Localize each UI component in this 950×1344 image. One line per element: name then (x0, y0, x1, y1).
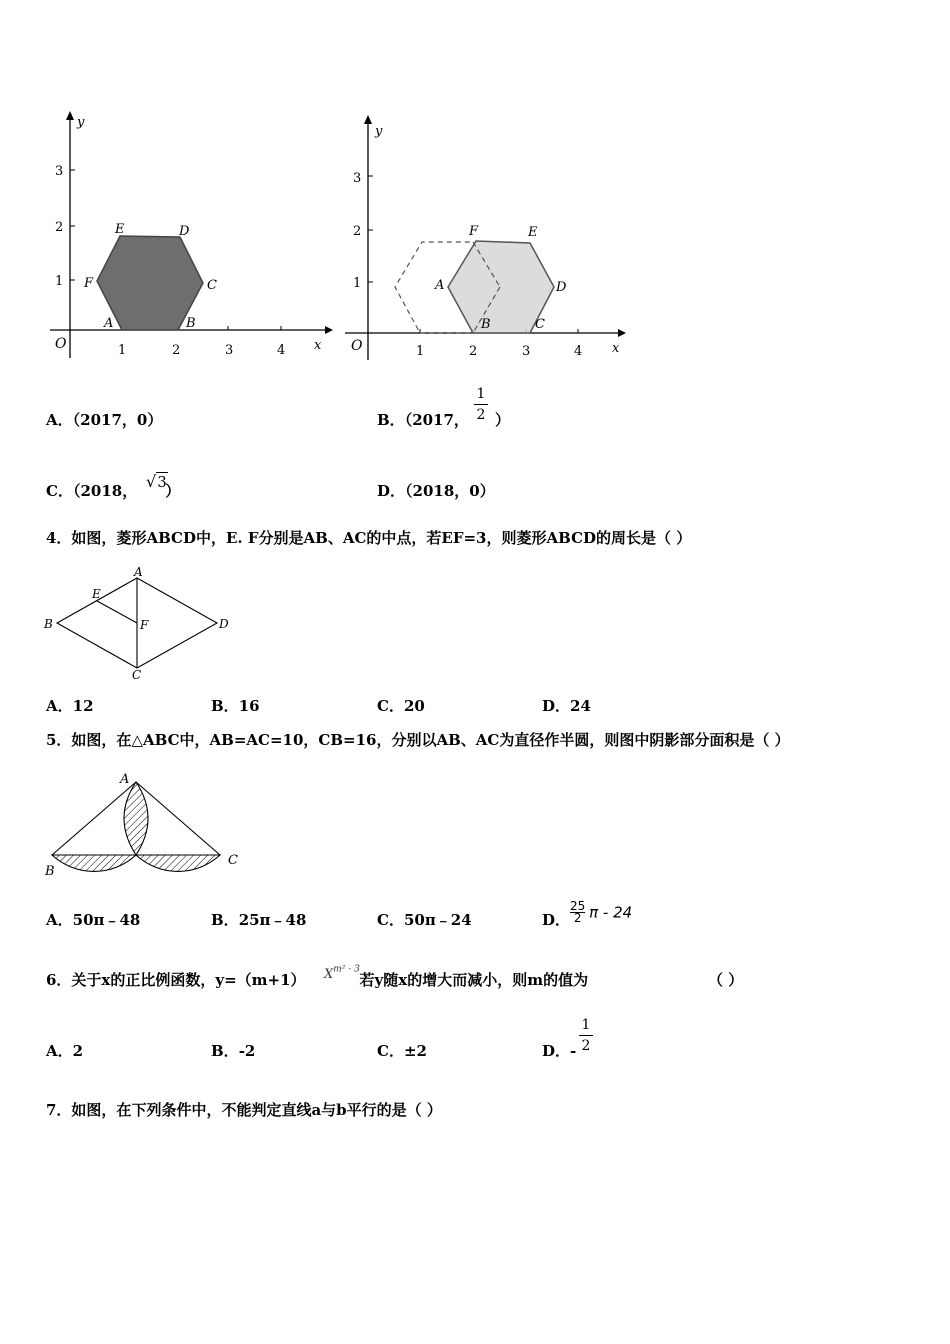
y-axis-label: y (77, 115, 85, 130)
y-tick-1: 1 (55, 274, 64, 289)
q6-option-a[interactable]: A．2 (46, 1042, 84, 1060)
q6-option-d-fraction: 1 2 (579, 1017, 593, 1054)
q4-option-c[interactable]: C．20 (377, 697, 425, 715)
label-b: B (44, 617, 53, 631)
q3-option-a[interactable]: A．（2017，0） (46, 411, 163, 429)
y-tick-3: 3 (55, 164, 64, 179)
figure-hexagon-left (40, 108, 340, 370)
y-axis-label: y (375, 124, 383, 139)
q6-power-expression: $X^{m^2 - 3}$ (324, 964, 360, 982)
point-label-c: C (535, 317, 545, 332)
point-label-c: C (207, 278, 217, 293)
shaded-region-left (52, 855, 136, 871)
label-c: C (132, 668, 142, 682)
origin-label: O (55, 336, 67, 352)
q6-answer-paren: （ ） (708, 971, 744, 989)
q5-option-a[interactable]: A．50π﹣48 (46, 911, 141, 929)
x-tick-4: 4 (574, 344, 583, 359)
x-tick-1: 1 (118, 343, 127, 358)
q5-option-b[interactable]: B．25π﹣48 (211, 911, 307, 929)
q4-option-b[interactable]: B．16 (211, 697, 260, 715)
y-tick-3: 3 (353, 171, 362, 186)
x-tick-4: 4 (277, 343, 286, 358)
point-label-f: F (469, 224, 479, 239)
q7-question: 7．如图，在下列条件中，不能判定直线a与b平行的是（ ） (46, 1101, 442, 1119)
point-label-d: D (556, 280, 567, 295)
x-tick-3: 3 (225, 343, 234, 358)
figure-hexagon-right (340, 110, 635, 370)
segment-ef (97, 601, 137, 623)
shaded-region-right (136, 855, 220, 871)
q6-question: 6．关于x的正比例函数，y=（m+1） 若y随x的增大而减小，则m的值为 (46, 971, 589, 989)
point-label-d: D (179, 224, 190, 239)
y-tick-2: 2 (55, 220, 64, 235)
q6-option-c[interactable]: C．±2 (377, 1042, 427, 1060)
point-label-e: E (115, 222, 125, 237)
y-tick-1: 1 (353, 276, 362, 291)
x-axis-label: x (612, 341, 620, 356)
q5-option-d[interactable]: D． (542, 911, 571, 929)
x-axis-arrow (325, 326, 333, 334)
label-e: E (92, 587, 101, 601)
y-axis-arrow (364, 115, 372, 124)
figure-rhombus (40, 565, 240, 683)
q3-option-b-fraction: 1 2 (474, 386, 488, 423)
x-tick-1: 1 (416, 344, 425, 359)
q5-option-c[interactable]: C．50π﹣24 (377, 911, 472, 929)
x-tick-2: 2 (469, 344, 478, 359)
q4-option-d[interactable]: D．24 (542, 697, 591, 715)
q5-option-d-expression: $\frac{25}{2}$ π - 24 (570, 899, 633, 925)
x-axis-arrow (618, 329, 626, 337)
label-b: B (45, 864, 55, 879)
q3-option-b[interactable]: B．（2017， ） (377, 411, 510, 429)
point-label-a: A (435, 278, 445, 293)
x-tick-2: 2 (172, 343, 181, 358)
q5-question: 5．如图，在△ABC中，AB=AC=10，CB=16，分别以AB、AC为直径作半圆，则图中阴影部分面积是（ ） (46, 731, 790, 749)
point-label-b: B (186, 316, 196, 331)
point-label-a: A (104, 316, 114, 331)
q3-option-d[interactable]: D．（2018，0） (377, 482, 495, 500)
point-label-b: B (481, 317, 491, 332)
label-c: C (228, 853, 238, 868)
x-axis-label: x (314, 338, 322, 353)
y-tick-2: 2 (353, 224, 362, 239)
point-label-f: F (84, 276, 94, 291)
shaded-region-lens (124, 782, 148, 855)
q4-option-a[interactable]: A．12 (46, 697, 94, 715)
origin-label: O (351, 338, 363, 354)
q3-option-c[interactable]: C．（2018， ） (46, 482, 181, 500)
label-a: A (120, 772, 130, 787)
q6-option-b[interactable]: B．-2 (211, 1042, 256, 1060)
q6-option-d[interactable]: D．- (542, 1042, 577, 1060)
figure-semicircles (40, 768, 250, 883)
label-f: F (140, 618, 149, 632)
label-d: D (219, 617, 229, 631)
label-a: A (134, 565, 143, 579)
x-tick-3: 3 (522, 344, 531, 359)
q3-option-c-sqrt: √3 (146, 472, 167, 491)
q4-question: 4．如图，菱形ABCD中，E. F分别是AB、AC的中点，若EF=3，则菱形ABCD的周长是（ ） (46, 529, 692, 547)
y-axis-arrow (66, 111, 74, 120)
point-label-e: E (528, 225, 538, 240)
